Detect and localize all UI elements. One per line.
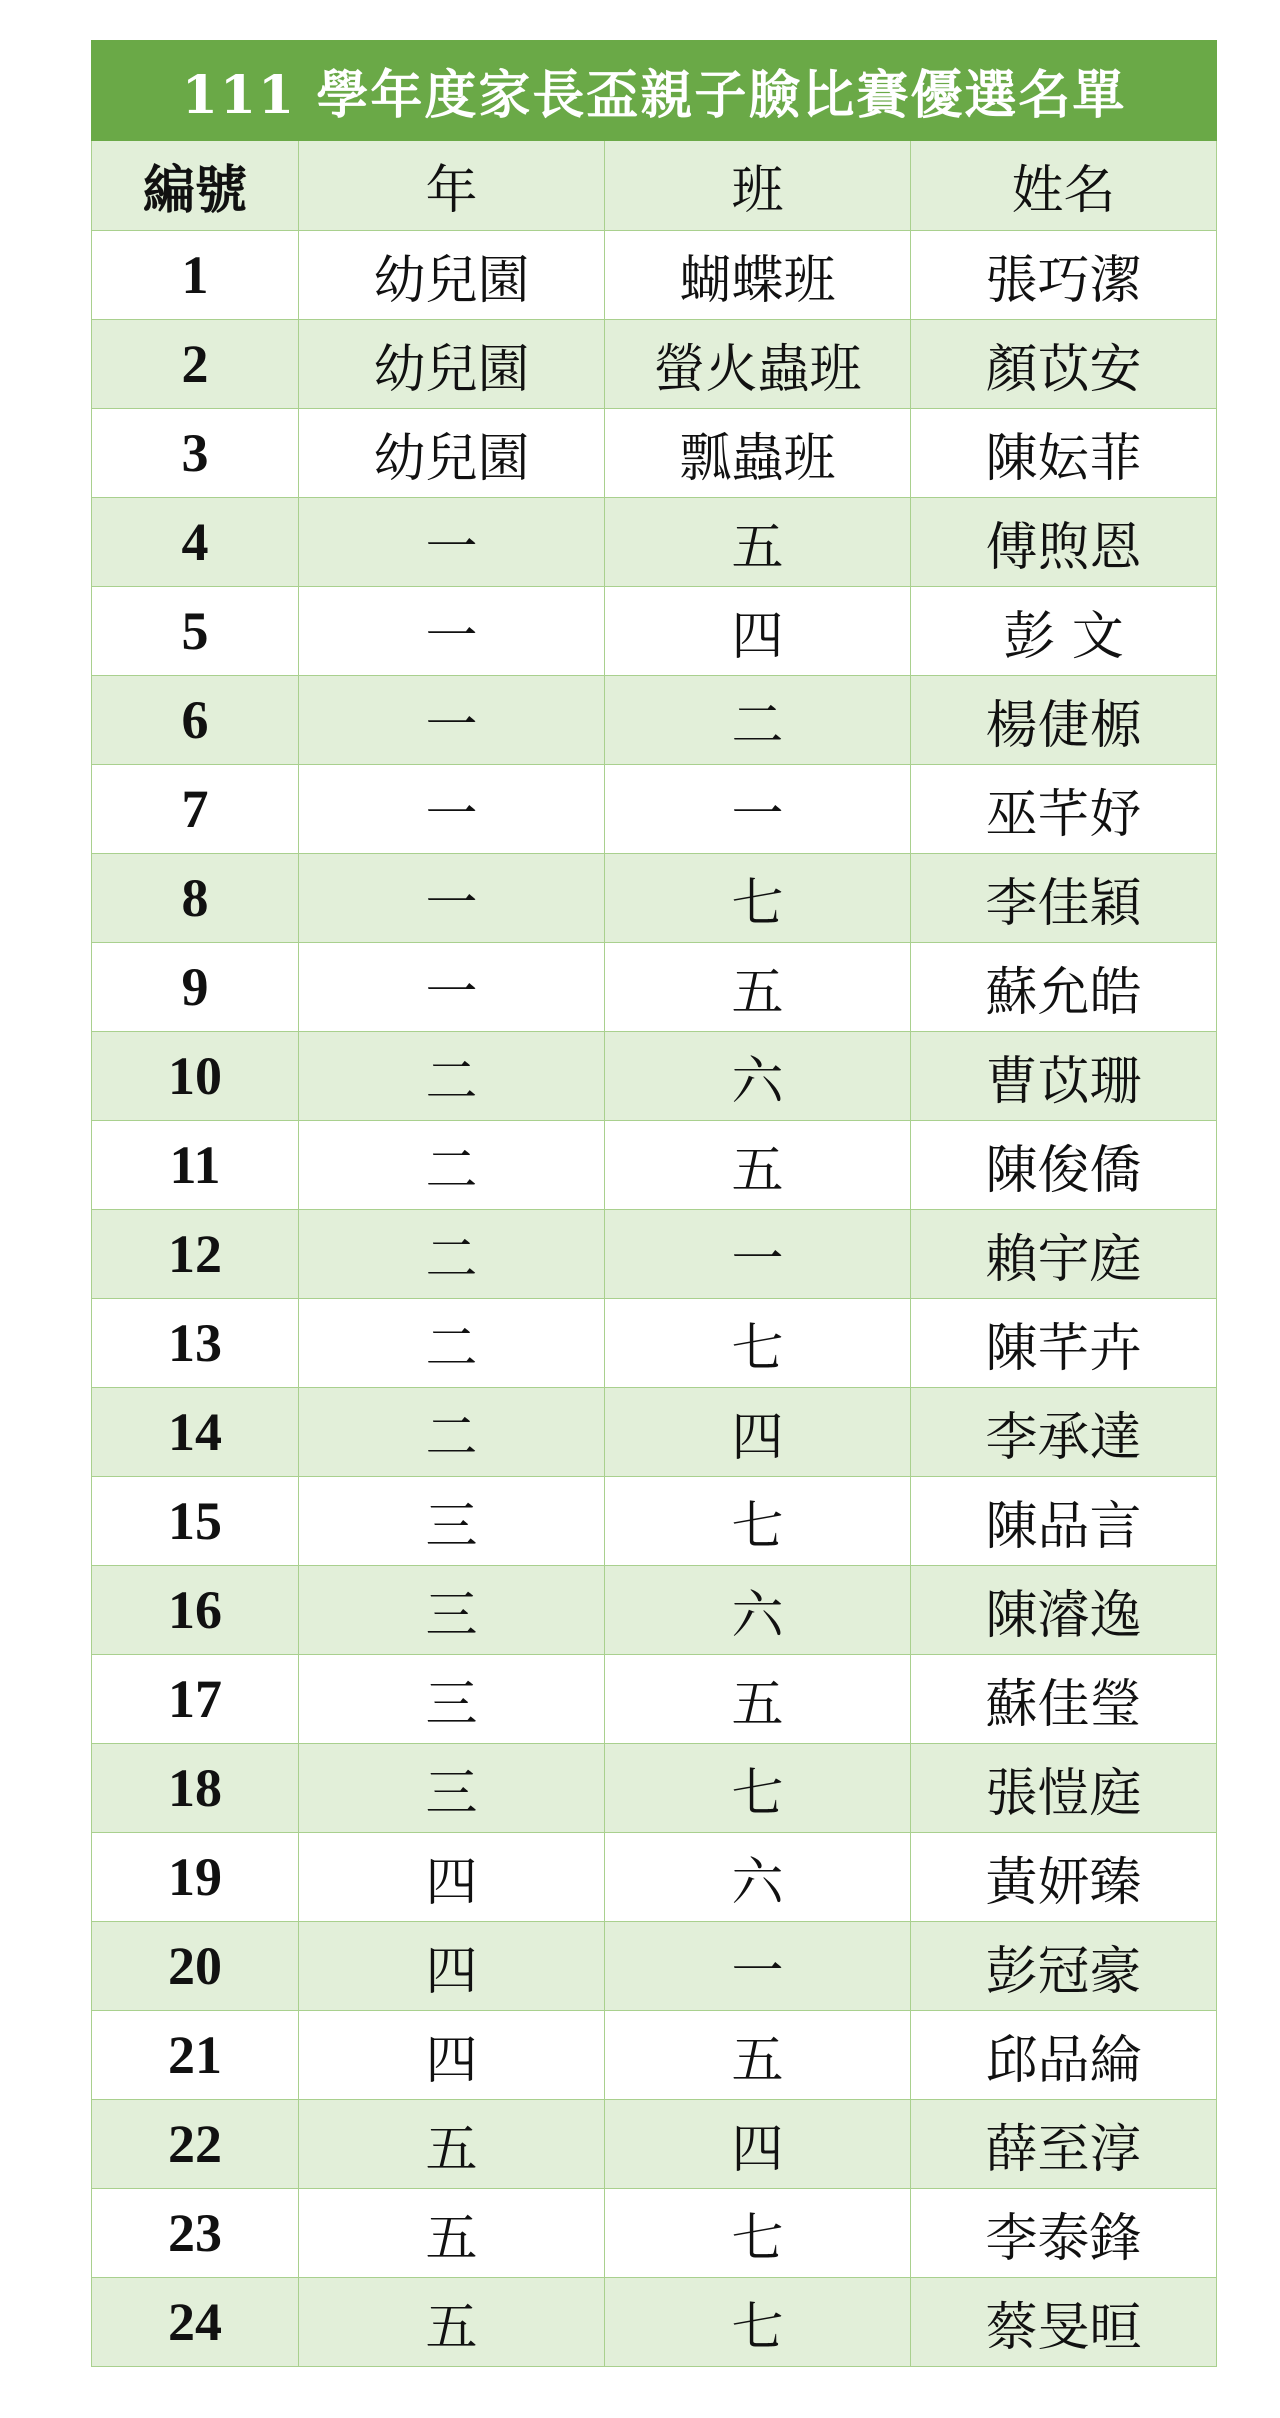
header-number: 編號	[92, 141, 299, 231]
cell-year: 一	[299, 765, 605, 854]
cell-year: 三	[299, 1744, 605, 1833]
table-row	[92, 943, 1217, 1032]
cell-year: 二	[299, 1121, 605, 1210]
cell-number: 4	[92, 498, 299, 587]
cell-class: 七	[605, 2189, 911, 2278]
cell-year: 二	[299, 1210, 605, 1299]
cell-year: 五	[299, 2278, 605, 2367]
cell-number: 15	[92, 1477, 299, 1566]
cell-name: 陳濬逸	[911, 1566, 1217, 1655]
table-row	[92, 676, 1217, 765]
table-row	[92, 2011, 1217, 2100]
cell-year: 四	[299, 1922, 605, 2011]
header-class: 班	[605, 141, 911, 231]
table-row	[92, 2100, 1217, 2189]
cell-class: 一	[605, 765, 911, 854]
cell-year: 幼兒園	[299, 320, 605, 409]
cell-name: 蔡旻晅	[911, 2278, 1217, 2367]
table-title: 111 學年度家長盃親子臉比賽優選名單	[92, 41, 1217, 141]
header-year: 年	[299, 141, 605, 231]
cell-number: 5	[92, 587, 299, 676]
table-row	[92, 1477, 1217, 1566]
table-row	[92, 1121, 1217, 1210]
cell-class: 六	[605, 1032, 911, 1121]
cell-class: 六	[605, 1833, 911, 1922]
cell-name: 楊倢榞	[911, 676, 1217, 765]
table-row	[92, 1299, 1217, 1388]
cell-name: 巫芊妤	[911, 765, 1217, 854]
cell-class: 六	[605, 1566, 911, 1655]
cell-name: 薛至淳	[911, 2100, 1217, 2189]
cell-name: 邱品綸	[911, 2011, 1217, 2100]
cell-year: 二	[299, 1299, 605, 1388]
cell-year: 一	[299, 676, 605, 765]
cell-class: 五	[605, 2011, 911, 2100]
cell-class: 螢火蟲班	[605, 320, 911, 409]
cell-number: 10	[92, 1032, 299, 1121]
cell-class: 七	[605, 1477, 911, 1566]
cell-number: 23	[92, 2189, 299, 2278]
cell-class: 七	[605, 854, 911, 943]
cell-number: 22	[92, 2100, 299, 2189]
cell-number: 16	[92, 1566, 299, 1655]
cell-name: 陳芊卉	[911, 1299, 1217, 1388]
cell-number: 18	[92, 1744, 299, 1833]
cell-year: 四	[299, 1833, 605, 1922]
cell-name: 李承達	[911, 1388, 1217, 1477]
cell-class: 七	[605, 1299, 911, 1388]
cell-name: 蘇佳瑩	[911, 1655, 1217, 1744]
cell-year: 三	[299, 1655, 605, 1744]
table-row	[92, 1744, 1217, 1833]
cell-number: 7	[92, 765, 299, 854]
cell-year: 二	[299, 1032, 605, 1121]
cell-class: 四	[605, 1388, 911, 1477]
table-row	[92, 2189, 1217, 2278]
cell-name: 張巧潔	[911, 231, 1217, 320]
cell-name: 黃妍臻	[911, 1833, 1217, 1922]
table-body	[92, 231, 1217, 2367]
cell-name: 顏苡安	[911, 320, 1217, 409]
cell-number: 13	[92, 1299, 299, 1388]
cell-number: 20	[92, 1922, 299, 2011]
cell-number: 19	[92, 1833, 299, 1922]
table-row	[92, 1032, 1217, 1121]
cell-name: 張愷庭	[911, 1744, 1217, 1833]
cell-year: 四	[299, 2011, 605, 2100]
cell-class: 七	[605, 2278, 911, 2367]
table-row	[92, 498, 1217, 587]
cell-name: 李泰鋒	[911, 2189, 1217, 2278]
cell-class: 二	[605, 676, 911, 765]
cell-year: 一	[299, 498, 605, 587]
cell-year: 幼兒園	[299, 409, 605, 498]
cell-number: 2	[92, 320, 299, 409]
table-row	[92, 231, 1217, 320]
cell-year: 幼兒園	[299, 231, 605, 320]
cell-class: 四	[605, 587, 911, 676]
cell-year: 二	[299, 1388, 605, 1477]
cell-number: 17	[92, 1655, 299, 1744]
cell-class: 七	[605, 1744, 911, 1833]
cell-name: 彭 文	[911, 587, 1217, 676]
cell-name: 傅煦恩	[911, 498, 1217, 587]
cell-class: 一	[605, 1922, 911, 2011]
cell-name: 彭冠豪	[911, 1922, 1217, 2011]
table-row	[92, 587, 1217, 676]
cell-year: 五	[299, 2189, 605, 2278]
cell-number: 1	[92, 231, 299, 320]
table-row	[92, 2278, 1217, 2367]
cell-year: 一	[299, 943, 605, 1032]
cell-number: 9	[92, 943, 299, 1032]
table-row	[92, 320, 1217, 409]
table-row	[92, 854, 1217, 943]
cell-name: 李佳穎	[911, 854, 1217, 943]
cell-class: 五	[605, 943, 911, 1032]
table-row	[92, 765, 1217, 854]
cell-class: 蝴蝶班	[605, 231, 911, 320]
cell-name: 蘇允皓	[911, 943, 1217, 1032]
header-row	[92, 141, 1217, 231]
table-row	[92, 1922, 1217, 2011]
cell-class: 五	[605, 498, 911, 587]
cell-year: 一	[299, 587, 605, 676]
cell-class: 四	[605, 2100, 911, 2189]
cell-year: 五	[299, 2100, 605, 2189]
cell-name: 曹苡珊	[911, 1032, 1217, 1121]
cell-name: 賴宇庭	[911, 1210, 1217, 1299]
table-row	[92, 1388, 1217, 1477]
table-row	[92, 1210, 1217, 1299]
cell-name: 陳品言	[911, 1477, 1217, 1566]
cell-number: 11	[92, 1121, 299, 1210]
table-row	[92, 1566, 1217, 1655]
cell-number: 6	[92, 676, 299, 765]
cell-number: 24	[92, 2278, 299, 2367]
title-row	[92, 41, 1217, 141]
cell-class: 五	[605, 1655, 911, 1744]
header-name: 姓名	[911, 141, 1217, 231]
cell-number: 3	[92, 409, 299, 498]
cell-name: 陳妘菲	[911, 409, 1217, 498]
cell-number: 8	[92, 854, 299, 943]
award-list-table	[91, 40, 1217, 2367]
cell-year: 一	[299, 854, 605, 943]
cell-class: 五	[605, 1121, 911, 1210]
cell-number: 12	[92, 1210, 299, 1299]
cell-number: 21	[92, 2011, 299, 2100]
cell-class: 瓢蟲班	[605, 409, 911, 498]
cell-name: 陳俊僑	[911, 1121, 1217, 1210]
table-row	[92, 409, 1217, 498]
cell-class: 一	[605, 1210, 911, 1299]
cell-year: 三	[299, 1566, 605, 1655]
cell-number: 14	[92, 1388, 299, 1477]
table-row	[92, 1655, 1217, 1744]
cell-year: 三	[299, 1477, 605, 1566]
table-row	[92, 1833, 1217, 1922]
